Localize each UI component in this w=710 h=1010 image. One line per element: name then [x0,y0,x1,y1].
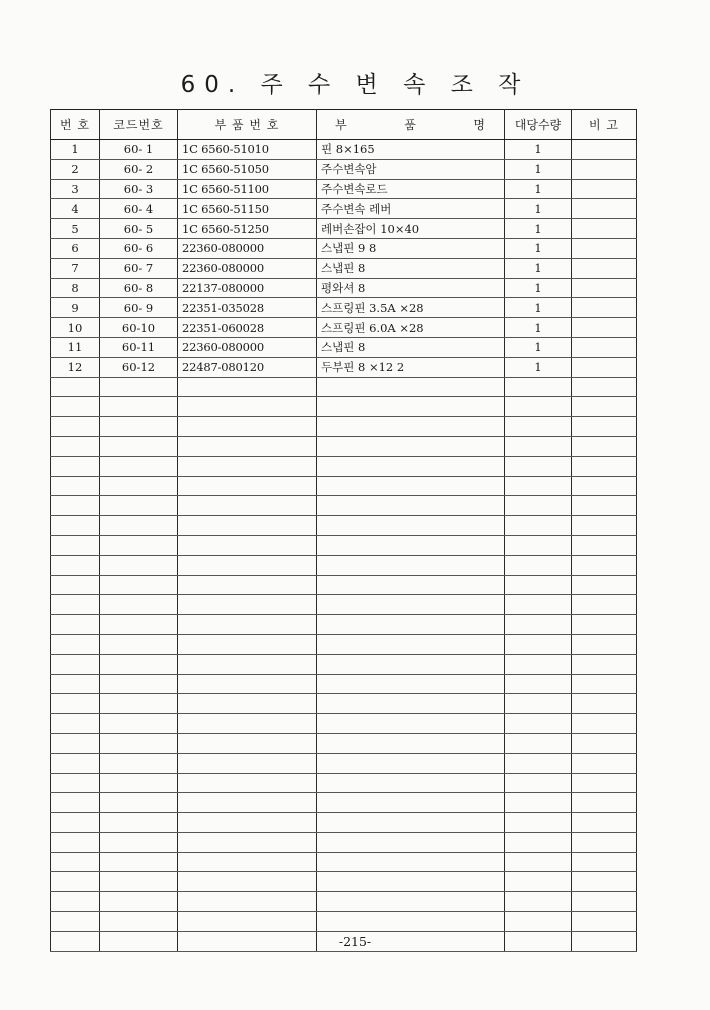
empty-table-row [51,417,637,437]
cell-no: 3 [51,179,100,199]
header-code: 코드번호 [100,110,178,140]
cell-remarks [572,575,637,595]
cell-no [51,694,100,714]
cell-no [51,674,100,694]
cell-code [100,516,178,536]
cell-part-no: 22487-080120 [178,357,317,377]
cell-no [51,535,100,555]
cell-name [317,516,505,536]
cell-name [317,773,505,793]
cell-code [100,733,178,753]
cell-remarks [572,417,637,437]
cell-code [100,595,178,615]
cell-part-no [178,733,317,753]
cell-part-no: 22360-080000 [178,258,317,278]
cell-qty [505,397,572,417]
cell-no: 1 [51,140,100,160]
cell-no [51,872,100,892]
cell-part-no [178,397,317,417]
cell-remarks [572,456,637,476]
cell-name: 평와셔 8 [317,278,505,298]
cell-name [317,714,505,734]
cell-no [51,377,100,397]
cell-qty: 1 [505,179,572,199]
cell-part-no: 1C 6560-51050 [178,159,317,179]
cell-remarks [572,377,637,397]
cell-no: 4 [51,199,100,219]
cell-remarks [572,535,637,555]
cell-remarks [572,397,637,417]
cell-part-no [178,654,317,674]
cell-remarks [572,357,637,377]
cell-remarks [572,674,637,694]
table-row [51,219,637,239]
cell-qty [505,377,572,397]
cell-qty: 1 [505,318,572,338]
empty-table-row [51,436,637,456]
cell-remarks [572,852,637,872]
empty-table-row [51,912,637,932]
cell-remarks [572,337,637,357]
cell-code: 60- 5 [100,219,178,239]
cell-code [100,852,178,872]
cell-remarks [572,555,637,575]
table-row [51,140,637,160]
cell-remarks [572,892,637,912]
cell-name: 두부핀 8 ×12 2 [317,357,505,377]
empty-table-row [51,516,637,536]
cell-part-no: 22360-080000 [178,337,317,357]
cell-code [100,397,178,417]
header-no: 번 호 [51,110,100,140]
table-row [51,199,637,219]
cell-code: 60- 4 [100,199,178,219]
cell-name: 주수변속로드 [317,179,505,199]
cell-code [100,654,178,674]
table-body [51,140,637,952]
table-row [51,318,637,338]
cell-qty [505,595,572,615]
cell-name [317,694,505,714]
cell-no [51,397,100,417]
cell-code [100,417,178,437]
cell-remarks [572,615,637,635]
cell-code [100,575,178,595]
cell-part-no [178,832,317,852]
cell-remarks [572,595,637,615]
empty-table-row [51,456,637,476]
cell-remarks [572,793,637,813]
cell-code: 60-10 [100,318,178,338]
cell-name: 스냅핀 8 [317,258,505,278]
empty-table-row [51,832,637,852]
header-remarks: 비 고 [572,110,637,140]
cell-part-no [178,872,317,892]
table-row [51,258,637,278]
empty-table-row [51,773,637,793]
cell-name [317,535,505,555]
cell-code: 60- 9 [100,298,178,318]
empty-table-row [51,476,637,496]
cell-part-no [178,912,317,932]
cell-name: 스냅핀 9 8 [317,238,505,258]
cell-no: 5 [51,219,100,239]
cell-name [317,674,505,694]
cell-part-no [178,813,317,833]
cell-qty: 1 [505,199,572,219]
cell-remarks [572,912,637,932]
empty-table-row [51,674,637,694]
cell-name [317,456,505,476]
cell-qty [505,476,572,496]
cell-code [100,694,178,714]
cell-code: 60- 7 [100,258,178,278]
cell-remarks [572,318,637,338]
cell-qty: 1 [505,357,572,377]
empty-table-row [51,377,637,397]
cell-code: 60- 8 [100,278,178,298]
cell-name [317,654,505,674]
empty-table-row [51,714,637,734]
cell-code [100,714,178,734]
cell-no [51,892,100,912]
cell-part-no [178,753,317,773]
cell-no [51,516,100,536]
cell-remarks [572,476,637,496]
header-qty: 대당수량 [505,110,572,140]
cell-no: 12 [51,357,100,377]
cell-name [317,595,505,615]
cell-qty [505,535,572,555]
cell-no: 7 [51,258,100,278]
header-part-name [317,110,505,140]
table-row [51,357,637,377]
cell-remarks [572,813,637,833]
cell-part-no [178,476,317,496]
cell-part-no [178,615,317,635]
cell-qty: 1 [505,298,572,318]
cell-qty [505,714,572,734]
cell-part-no: 22137-080000 [178,278,317,298]
cell-name [317,832,505,852]
cell-code: 60-11 [100,337,178,357]
cell-name [317,555,505,575]
empty-table-row [51,496,637,516]
cell-name [317,634,505,654]
cell-remarks [572,733,637,753]
cell-remarks [572,258,637,278]
empty-table-row [51,575,637,595]
cell-qty [505,516,572,536]
cell-name [317,496,505,516]
cell-code [100,892,178,912]
cell-remarks [572,773,637,793]
cell-name [317,436,505,456]
cell-code: 60- 3 [100,179,178,199]
cell-qty: 1 [505,219,572,239]
cell-name: 스프링핀 6.0A ×28 [317,318,505,338]
cell-remarks [572,179,637,199]
cell-qty [505,456,572,476]
header-part-name-char: 품 [404,118,417,132]
cell-no [51,912,100,932]
cell-qty [505,436,572,456]
cell-code [100,674,178,694]
empty-table-row [51,654,637,674]
cell-qty [505,575,572,595]
cell-no: 9 [51,298,100,318]
cell-name [317,397,505,417]
cell-name [317,417,505,437]
cell-part-no [178,575,317,595]
cell-part-no [178,793,317,813]
cell-code: 60- 2 [100,159,178,179]
cell-remarks [572,238,637,258]
cell-remarks [572,753,637,773]
cell-qty [505,813,572,833]
cell-qty [505,496,572,516]
cell-part-no [178,535,317,555]
cell-code [100,773,178,793]
cell-remarks [572,714,637,734]
cell-code [100,555,178,575]
table-row [51,238,637,258]
cell-code [100,753,178,773]
cell-part-no [178,456,317,476]
cell-no [51,476,100,496]
cell-part-no [178,773,317,793]
cell-name [317,753,505,773]
cell-qty [505,892,572,912]
cell-qty [505,773,572,793]
cell-no [51,753,100,773]
cell-remarks [572,298,637,318]
cell-part-no: 22360-080000 [178,238,317,258]
cell-no: 10 [51,318,100,338]
cell-qty [505,912,572,932]
cell-qty [505,852,572,872]
table-row [51,179,637,199]
cell-part-no [178,555,317,575]
cell-no [51,654,100,674]
table-row [51,278,637,298]
cell-part-no: 1C 6560-51010 [178,140,317,160]
cell-name [317,793,505,813]
cell-name: 핀 8×165 [317,140,505,160]
cell-name [317,852,505,872]
cell-no [51,714,100,734]
empty-table-row [51,753,637,773]
table-row [51,159,637,179]
cell-remarks [572,872,637,892]
parts-table [50,109,637,952]
cell-code [100,535,178,555]
cell-part-no [178,516,317,536]
cell-no: 11 [51,337,100,357]
cell-part-no: 22351-035028 [178,298,317,318]
cell-remarks [572,694,637,714]
empty-table-row [51,852,637,872]
cell-code [100,793,178,813]
empty-table-row [51,595,637,615]
cell-name: 레버손잡이 10×40 [317,219,505,239]
cell-part-no [178,595,317,615]
cell-no [51,773,100,793]
cell-part-no [178,634,317,654]
cell-qty [505,634,572,654]
cell-code: 60-12 [100,357,178,377]
cell-name [317,377,505,397]
cell-code [100,634,178,654]
cell-code [100,615,178,635]
empty-table-row [51,634,637,654]
cell-no [51,417,100,437]
cell-part-no [178,496,317,516]
cell-no [51,852,100,872]
empty-table-row [51,813,637,833]
empty-table-row [51,872,637,892]
cell-no [51,793,100,813]
cell-remarks [572,436,637,456]
cell-qty: 1 [505,258,572,278]
cell-name [317,813,505,833]
cell-name [317,912,505,932]
cell-code [100,476,178,496]
cell-qty [505,654,572,674]
cell-code [100,377,178,397]
empty-table-row [51,892,637,912]
cell-no [51,634,100,654]
empty-table-row [51,535,637,555]
cell-no [51,595,100,615]
cell-part-no: 1C 6560-51250 [178,219,317,239]
cell-part-no [178,436,317,456]
cell-qty [505,694,572,714]
cell-remarks [572,199,637,219]
cell-code [100,456,178,476]
empty-table-row [51,793,637,813]
cell-qty [505,832,572,852]
cell-name: 스냅핀 8 [317,337,505,357]
cell-no [51,832,100,852]
cell-code [100,496,178,516]
cell-part-no [178,377,317,397]
cell-no [51,733,100,753]
cell-qty [505,674,572,694]
cell-name: 스프링핀 3.5A ×28 [317,298,505,318]
table-header-row [51,110,637,140]
empty-table-row [51,615,637,635]
cell-qty [505,733,572,753]
cell-qty [505,615,572,635]
cell-qty [505,793,572,813]
cell-name [317,575,505,595]
cell-name [317,476,505,496]
cell-remarks [572,654,637,674]
cell-name [317,872,505,892]
cell-qty: 1 [505,159,572,179]
cell-no [51,456,100,476]
cell-remarks [572,634,637,654]
cell-qty: 1 [505,337,572,357]
cell-qty [505,555,572,575]
cell-part-no [178,892,317,912]
cell-name [317,733,505,753]
cell-code: 60- 6 [100,238,178,258]
cell-no [51,575,100,595]
cell-remarks [572,219,637,239]
cell-part-no [178,674,317,694]
cell-qty [505,872,572,892]
page-title: 60. 주 수 변 속 조 작 [180,72,530,98]
cell-name: 주수변속 레버 [317,199,505,219]
cell-qty [505,417,572,437]
cell-no: 2 [51,159,100,179]
cell-remarks [572,140,637,160]
empty-table-row [51,733,637,753]
cell-no [51,813,100,833]
cell-remarks [572,832,637,852]
cell-name [317,892,505,912]
cell-part-no: 22351-060028 [178,318,317,338]
cell-qty [505,753,572,773]
page-number: -215- [338,934,372,949]
cell-no: 8 [51,278,100,298]
cell-remarks [572,516,637,536]
table-row [51,298,637,318]
table-row [51,337,637,357]
cell-no [51,436,100,456]
header-part-name-char: 부 [335,118,348,132]
empty-table-row [51,397,637,417]
cell-qty: 1 [505,140,572,160]
empty-table-row [51,555,637,575]
cell-qty: 1 [505,238,572,258]
cell-remarks [572,278,637,298]
empty-table-row [51,694,637,714]
cell-code [100,912,178,932]
cell-name: 주수변속암 [317,159,505,179]
cell-code: 60- 1 [100,140,178,160]
cell-part-no [178,694,317,714]
cell-part-no [178,714,317,734]
cell-code [100,832,178,852]
cell-remarks [572,159,637,179]
cell-no [51,615,100,635]
cell-code [100,872,178,892]
cell-name [317,615,505,635]
cell-qty: 1 [505,278,572,298]
cell-no [51,555,100,575]
cell-no [51,496,100,516]
header-part-no: 부 품 번 호 [178,110,317,140]
cell-part-no: 1C 6560-51150 [178,199,317,219]
cell-code [100,436,178,456]
cell-remarks [572,496,637,516]
cell-part-no [178,852,317,872]
cell-part-no: 1C 6560-51100 [178,179,317,199]
cell-no: 6 [51,238,100,258]
cell-code [100,813,178,833]
cell-part-no [178,417,317,437]
header-part-name-char: 명 [473,118,486,132]
